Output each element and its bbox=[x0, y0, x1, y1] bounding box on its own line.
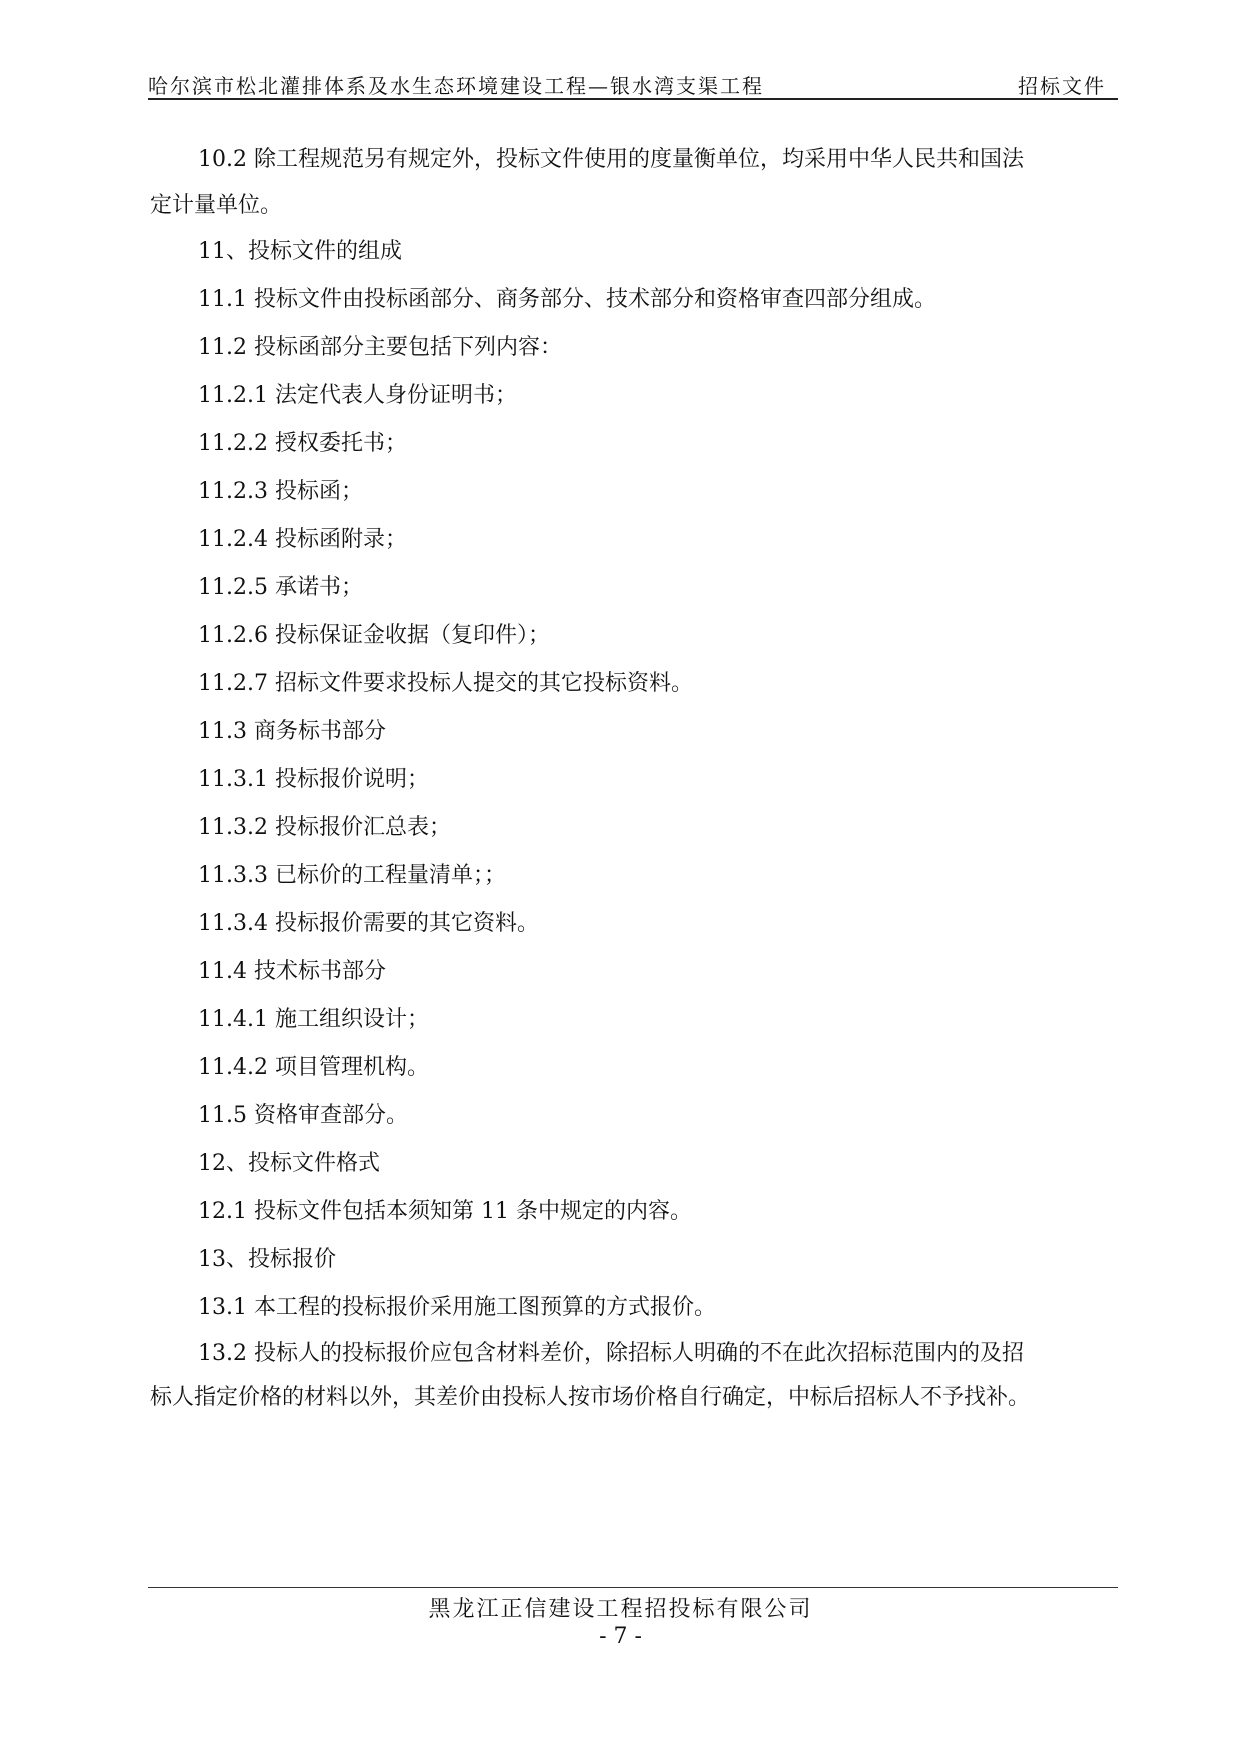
footer-company-name: 黑龙江正信建设工程招投标有限公司 bbox=[428, 1597, 813, 1622]
page-header bbox=[148, 64, 1118, 100]
paragraph-10-2-line1: 10.2 除工程规范另有规定外，投标文件使用的度量衡单位，均采用中华人民共和国法 bbox=[198, 147, 1024, 172]
paragraph-11-1: 11.1 投标文件由投标函部分、商务部分、技术部分和资格审查四部分组成。 bbox=[198, 287, 936, 312]
section-heading-11: 11、投标文件的组成 bbox=[198, 239, 402, 264]
section-heading-13: 13、投标报价 bbox=[198, 1247, 336, 1272]
paragraph-13-1: 13.1 本工程的投标报价采用施工图预算的方式报价。 bbox=[198, 1295, 716, 1320]
list-item-11-2-4: 11.2.4 投标函附录； bbox=[198, 527, 407, 552]
list-item-11-2-7: 11.2.7 招标文件要求投标人提交的其它投标资料。 bbox=[198, 671, 693, 696]
list-item-11-4-1: 11.4.1 施工组织设计； bbox=[198, 1007, 429, 1032]
paragraph-11-4: 11.4 技术标书部分 bbox=[198, 959, 386, 984]
paragraph-13-2-line2: 标人指定价格的材料以外，其差价由投标人按市场价格自行确定，中标后招标人不予找补。 bbox=[150, 1385, 1031, 1410]
header-doc-type: 招标文件 bbox=[1018, 74, 1106, 98]
paragraph-11-2: 11.2 投标函部分主要包括下列内容： bbox=[198, 335, 562, 360]
list-item-11-2-5: 11.2.5 承诺书； bbox=[198, 575, 363, 600]
page-number: - 7 - bbox=[599, 1624, 642, 1649]
paragraph-11-3: 11.3 商务标书部分 bbox=[198, 719, 386, 744]
header-project-title: 哈尔滨市松北灌排体系及水生态环境建设工程—银水湾支渠工程 bbox=[148, 74, 764, 98]
list-item-11-4-2: 11.4.2 项目管理机构。 bbox=[198, 1055, 429, 1080]
paragraph-11-5: 11.5 资格审查部分。 bbox=[198, 1103, 408, 1128]
list-item-11-3-3: 11.3.3 已标价的工程量清单；； bbox=[198, 863, 506, 888]
footer-divider bbox=[148, 1587, 1118, 1588]
list-item-11-2-3: 11.2.3 投标函； bbox=[198, 479, 363, 504]
document-body bbox=[150, 136, 1118, 1420]
list-item-11-2-6: 11.2.6 投标保证金收据（复印件）； bbox=[198, 623, 550, 648]
list-item-11-2-2: 11.2.2 授权委托书； bbox=[198, 431, 407, 456]
list-item-11-3-2: 11.3.2 投标报价汇总表； bbox=[198, 815, 451, 840]
paragraph-12-1: 12.1 投标文件包括本须知第 11 条中规定的内容。 bbox=[198, 1199, 692, 1224]
paragraph-10-2-line2: 定计量单位。 bbox=[150, 193, 283, 218]
list-item-11-3-1: 11.3.1 投标报价说明； bbox=[198, 767, 429, 792]
list-item-11-3-4: 11.3.4 投标报价需要的其它资料。 bbox=[198, 911, 539, 936]
section-heading-12: 12、投标文件格式 bbox=[198, 1151, 380, 1176]
paragraph-13-2-line1: 13.2 投标人的投标报价应包含材料差价，除招标人明确的不在此次招标范围内的及招 bbox=[198, 1341, 1024, 1366]
list-item-11-2-1: 11.2.1 法定代表人身份证明书； bbox=[198, 383, 517, 408]
